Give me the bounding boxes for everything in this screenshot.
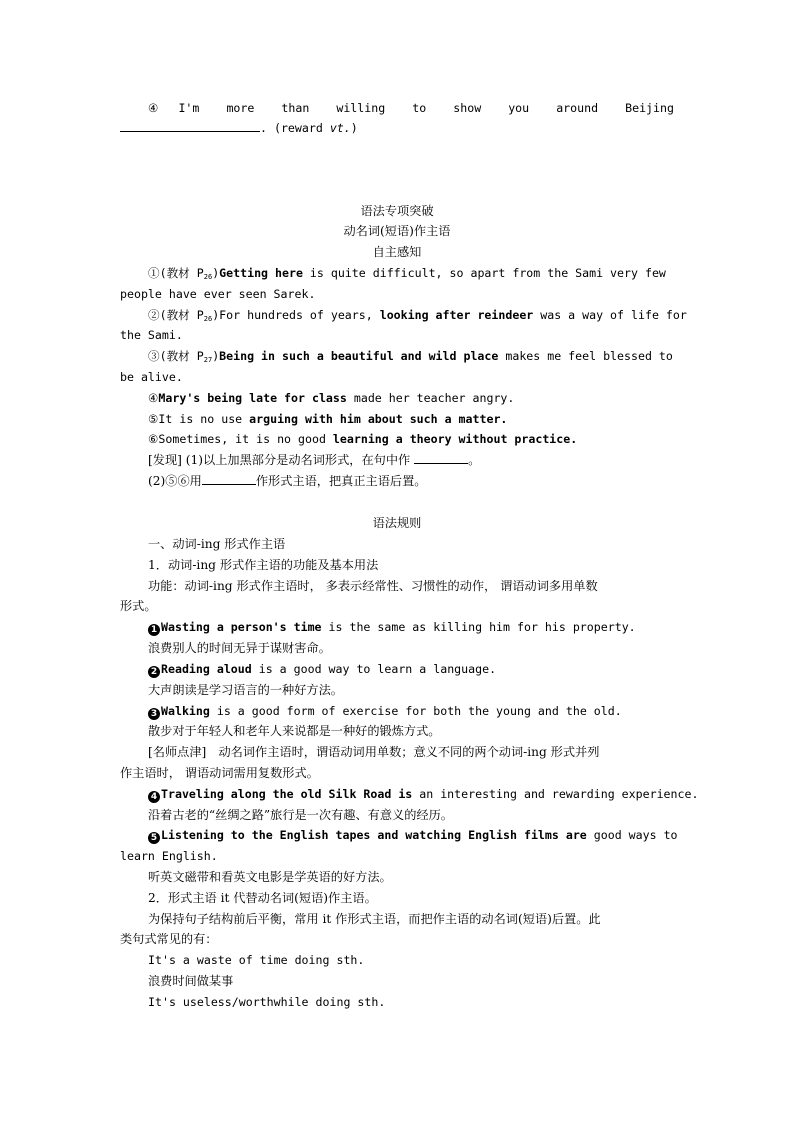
- rule-example-2-cn: 大声朗读是学习语言的一种好方法。: [148, 683, 343, 697]
- subsection-title: 自主感知: [372, 245, 422, 259]
- number-4-icon: 4: [148, 791, 160, 803]
- paragraph-line-1: 为保持句子结构前后平衡，常用 it 作形式主语，而把作主语的动名词(短语)后置。此: [148, 912, 601, 926]
- discovery-q2: (2)⑤⑥用 作形式主语，把真正主语后置。: [148, 474, 427, 488]
- discovery-q1: [发现] (1)以上加黑部分是动名词形式，在句中作 。: [148, 453, 481, 467]
- rule-example-5: 5 Listening to the English tapes and watching English films are good ways to: [148, 825, 674, 845]
- example-5: ⑤It is no use arguing with him about such a matter.: [148, 412, 508, 426]
- blank-q2[interactable]: [202, 472, 256, 485]
- pattern-1-cn: 浪费时间做某事: [148, 974, 234, 988]
- pattern-1: It's a waste of time doing sth.: [148, 953, 365, 967]
- example-3-cont: be alive.: [120, 370, 183, 384]
- number-5-icon: 5: [148, 832, 160, 844]
- example-3: ③(教材 $P_{27})Being$ in such a beautiful and wild place makes me feel blessed to: [148, 349, 673, 364]
- function-line-2: 形式。: [120, 599, 157, 613]
- example-1: ①(教材 $P_{26})Getting$ here is quite difficult, so apart from the Sami very few: [148, 266, 666, 281]
- rules-heading-1: 一、动词-ing 形式作主语: [148, 537, 286, 551]
- example-6: ⑥Sometimes, it is no good learning a theory without practice.: [148, 432, 578, 446]
- number-2-icon: 2: [148, 666, 160, 678]
- exercise-4-answer-line: . (reward vt.): [120, 118, 674, 138]
- number-3-icon: 3: [148, 708, 160, 720]
- teacher-tip-2: 作主语时， 谓语动词需用复数形式。: [120, 766, 319, 780]
- number-1-icon: 1: [148, 624, 160, 636]
- example-2-cont: the Sami.: [120, 328, 183, 342]
- rule-example-2: 2 Reading aloud is a good way to learn a language.: [148, 659, 674, 679]
- rule-example-1-cn: 浪费别人的时间无异于谋财害命。: [148, 641, 331, 655]
- section-title: 语法专项突破: [360, 204, 434, 218]
- rule-example-3-cn: 散步对于年轻人和老年人来说都是一种好的锻炼方式。: [148, 724, 441, 738]
- topic-title: 动名词(短语)作主语: [343, 224, 451, 238]
- rules-title: 语法规则: [372, 516, 422, 530]
- teacher-tip-1: [名师点津] 动名词作主语时，谓语动词用单数；意义不同的两个动词-ing 形式并列: [148, 745, 600, 759]
- rule-example-1: 1 Wasting a person's time is the same as killing him for his property.: [148, 617, 674, 637]
- paragraph-line-2: 类句式常见的有：: [120, 932, 218, 946]
- rule-example-4: 4 Traveling along the old Silk Road is an interesting and rewarding experience.: [148, 784, 674, 804]
- pattern-2: It's useless/worthwhile doing sth.: [148, 995, 386, 1009]
- rule-example-4-cn: 沿着古老的“丝绸之路”旅行是一次有趣、有意义的经历。: [148, 808, 453, 822]
- rule-example-5-cn: 听英文磁带和看英文电影是学英语的好方法。: [148, 870, 392, 884]
- rule-example-5-cont: learn English.: [120, 849, 218, 863]
- rule-example-3: 3 Walking is a good form of exercise for both the young and the old.: [148, 701, 674, 721]
- exercise-4-line: ④I'm more than willing to show you around Beijing: [148, 101, 674, 115]
- function-line-1: 功能：动词-ing 形式作主语时， 多表示经常性、习惯性的动作， 谓语动词多用单数: [148, 579, 598, 593]
- exercise-number: ④: [148, 101, 179, 115]
- blank-q1[interactable]: [414, 451, 468, 464]
- rules-heading-1-1: 1．动词-ing 形式作主语的功能及基本用法: [148, 558, 379, 572]
- example-4: ④Mary's being late for class made her teacher angry.: [148, 391, 515, 405]
- rules-heading-1-2: 2．形式主语 it 代替动名词(短语)作主语。: [148, 891, 377, 905]
- answer-blank[interactable]: [120, 119, 260, 132]
- example-1-cont: people have ever seen Sarek.: [120, 287, 316, 301]
- example-2: ②(教材 $P_{26})For$ hundreds of years, looking after reindeer was a way of life for: [148, 308, 687, 323]
